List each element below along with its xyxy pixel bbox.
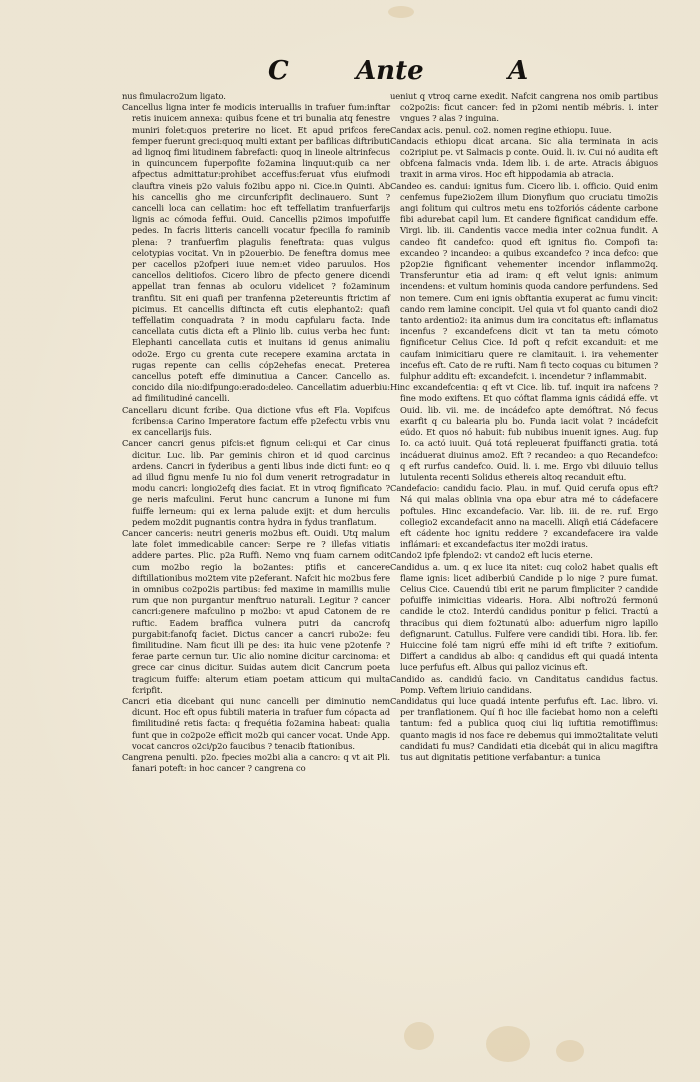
entry-paragraph: Candido as. candidú facio. vn Canditatus candidus factus. Pomp. Veftem liriuio candidans. bbox=[390, 673, 658, 695]
entry-paragraph: Candidus a. um. q ex luce ita nitet: cuq colo2 habet qualis eft flame ignis: licet adiberbiú Candide p lo nige ? pure fumat. Celius Cice. Cauendú tibi erit ne parum fimpliciter ? candide pofuiffe inimicitias videaris. Hora. Albi noftro2ú fermonú candide le cto2. Interdú candidus ponitur p felici. Tractú a thracibus qui diem fo2tunatú albo: aduerfum nigro lapillo defignarunt. Catullus. Fulfere vere candidi tibi. Hora. lib. fer. Huiccine folé tam nigrú effe mihi id eft trifte ? exitiofum. Differt a candidus ab albo: q candidus eft qui quadá intenta luce perfufus eft. Albus qui palloz vicinus eft. bbox=[390, 561, 658, 673]
entry-paragraph: nus fimulacro2um ligato. bbox=[122, 91, 226, 101]
entry-paragraph: Candidatus qui luce quadá intente perfufus eft. Lac. libro. vi. per tranflationem. Quí fi hoc ille faciebat homo non a celefti tantum: fed a publica quoq ciui liq iuftitia remotiffimus: quanto magis id nos face re debemus qui immo2talitate veluti candidati fu mus? Candidati etia dicebát qui in alicu magiftra tus aut dignitatis petitione verfabantur: a tunica bbox=[390, 695, 658, 762]
running-head-letter-right: A bbox=[508, 56, 529, 86]
running-head-title: Ante bbox=[356, 56, 424, 86]
entry-paragraph: Cangrena penulti. p2o. fpecies mo2bi alia a cancro: q vt ait Pli. fanari poteft: in hoc cancer ? cangrena co bbox=[122, 751, 390, 774]
paper-stain bbox=[388, 6, 414, 18]
entry-paragraph: Hinc excandefcentia: q eft vt Cice. lib. tuf. inquit ira nafcens ? fine modo exiftens. Et quo cóftat flamma ignis cádidá effe. vt Ouid. lib. vii. me. de incádefco apte demóftrat. Nó fecus exarfit q cu balearia plu bo. Funda iacit volat ? incádefcit eúdo. Et quos nó habuit: fub nubibus inuenit ignes. Aug. fup Io. ca actó iuuit. Quá totá repleuerat fpuiffancti gratia. totá incáduerat diuinus amo2. Eft ? recandeo: a quo Recandefco: q eft rurfus candefco. Ouid. li. i. me. Ergo vbi diluuio tellus lutulenta recenti Solidus ethereis altoq recanduit eftu. bbox=[390, 382, 658, 482]
running-head-letter-left: C bbox=[268, 56, 289, 86]
running-head bbox=[0, 56, 700, 90]
entry-paragraph: Cando2 ipfe fplendo2: vt cando2 eft lucis eterne. bbox=[390, 550, 593, 561]
right-text-column bbox=[390, 91, 658, 763]
entry-paragraph: Candacis ethiopu dicat arcana. Sic alia terminata in acis co2ripiut pe. vt Salmacis p conte. Ouid. li. iv. Cui nó audita eft obfcena falmacis vnda. Idem lib. i. de arte. Atracis ábiguos traxit in arma viros. Hoc eft hippodamia ab atracia. bbox=[390, 135, 658, 180]
entry-paragraph: Cancellus ligna inter fe modicis interuallis in trafuer fum:inftar retis inuicem annexa: quibus fcene et tri bunalia atq fenestre muniri folet:quos preterire no licet. Et apud prifcos fere femper fuerunt greci:quoq multi extant per bafilicas diftributi ad lignoq fimi litudinem fabrefacti: quoq in lineole altrinfecus in quincuncem fuperpofite fo2amina linquut:quib ca ner afpectus admittatur:prohibet acceffus:feruat vfus eiufmodi clauftra vineis p2o valuis fo2ibu appo ni. Cice.in Quinti. Ab his cancellis gho me circunfcripfit declinauero. Sunt ? cancelli loca can cellatim: hoc eft teffellatim tranfuerfarijs lignis ac cómoda feffui. Ouid. Cancellis p2imos impofuiffe pedes. In facris litteris cancelli vocatur fpecilla fo raminib plena: ? tranfuerfim plagulis feneftrata: quas vulgus celotypias vocitat. Vn in p2ouerbio. De feneftra domus mee per cacellos p2ofperi iuue nem:et video paruulos. Hos cancellos delitiofos. Cicero libro de pfecto genere dicendi appellat tran fennas ab oculoru videlicet ? fo2aminum tranfitu. Sit eni quafi per tranfenna p2etereuntis ftrictim af picimus. Et cancellis diftincta eft cutis elephanto2: quafi teffellatim conquadrata ? in modu capfularu facta. Inde cancellata cutis dicta eft a Plinio lib. cuius verba hec funt: Elephanti cancellata cutis et inuitans id genus animaliu odo2e. Ergo cu grenta cute recepere examina arctata in rugas repente can cellis cóp2ehefas enecat. Preterea cancellus poteft effe diminutiua a Cancer. Cancello as. concido dila nio:difpungo:erado:deleo. Cancellatim aduerbiu: ad fimilitudiné cancelli. bbox=[122, 102, 390, 404]
paper-stain bbox=[486, 1026, 530, 1062]
entry-paragraph: Candefacio: candidu facio. Plau. in muf. Quid cerufa opus eft? Ná qui malas oblinia vna opa ebur atra mé to cádefacere poftules. Hinc excandefacio. Var. lib. iii. de re. ruf. Ergo collegio2 excandefacit anno na macelli. Aliqñ etiá Cádefacere eft cádente hoc ignitu reddere ? excandefacere ira valde inflámari: et excandefactus iter mo2di iratus. bbox=[390, 483, 658, 550]
entry-paragraph: Cancer cancri genus pifcis:et fignum celi:qui et Car cinus dicitur. Luc. lib. Par geminis chiron et id quod carcinus ardens. Cancri in fyderibus a genti libus inde dicti funt: eo q ad illud fignu menfe Iu nio fol dum venerit retrogradatur in modu cancri: longio2efq dies faciat. Et in vtroq fignificato ? ge neris mafculini. Ferut hunc cancrum a Iunone mi fum fuiffe lerneum: qui ex lerna palude exijt: et dum herculis pedem mo2dit pugnantis contra hydra in fydus tranflatum. bbox=[122, 438, 390, 527]
paper-stain bbox=[556, 1040, 584, 1062]
entry-paragraph: Candeo es. candui: ignitus fum. Cicero lib. i. officio. Quid enim cenfemus fupe2io2em illum Dionyfium quo cruciatu timo2is angi folitum qui cultros metu ens to2foriós cádente carbone fibi adurebat capil lum. Et candere fignificat candidum effe. Virgi. lib. iii. Candentis vacce media inter co2nua fundit. A candeo fit candefco: quod eft ignitus fio. Compofi ta: excandeo ? incandeo: a quibus excandefco ? inca defco: que p2op2ie fignificant vehementer incendor inflammo2q. Transferuntur etia ad iram: q eft velut ignis: animum incendens: et vultum hominis quoda candore perfundens. Sed non temere. Cum eni ignis obftantia exuperat ac fumu vincit: cando rem lamine concipit. Uel quia vt fol quanto candi dio2 tanto ardentio2: ita animus dum ira concitatus eft: inflamatus incenfus ? excandefcens dicit vt tan ta metu cómoto fignificetur Celius Cice. Id poft q refcit excanduit: et me caufam inimicitiaru quere re clamitauit. i. ira vehementer incefus eft. Cato de re rufti. Nam fi tecto coquas cu bitumen ? fulphur additu eft: excandefcit. i. incendetur ? inflammabit. bbox=[390, 180, 658, 382]
entry-paragraph: Cancri etia dicebant qui nunc cancelli per diminutio nem dicunt. Hoc eft opus fubtili materia in trafuer fum cópacta ad fimilitudiné retis facta: q frequétia fo2amina habeat: qualia funt que in co2po2e efficit mo2b qui cancer vocat. Unde App. vocat cancros o2ci/p2o faucibus ? tenacib ftationibus. bbox=[122, 695, 390, 751]
left-text-column bbox=[122, 91, 390, 774]
paper-stain bbox=[404, 1022, 434, 1050]
entry-paragraph: Cancer canceris: neutri generis mo2bus eft. Ouidi. Utq malum late folet immedicabile cancer: Serpe re ? illefas vitiatis addere partes. Plic. p2a Ruffi. Nemo vnq fuam carnem odit cum mo2bo regio la bo2antes: ptifis et cancere diftillationibus mo2tem vite p2eferant. Nafcit hic mo2bus fere in omnibus co2po2is partibus: fed maxime in mamillis mulie rum que non purgantur menftruo naturali. Legitur ? cancer cancri:genere mafculino p mo2bo: vt apud Catonem de re ruftic. Eadem braffica vulnera putri da cancrofq purgabit:fanofq faciet. Dictus cancer a cancri rubo2e: feu fimilitudine. Nam ficut illi pe des: ita huic vene p2otenfe ? ferae parte cernun tur. Uic alio nomine dicitur carcinoma: et grece car cinus dicitur. Suidas autem dicit Cancrum poeta tragicum fuiffe: alterum etiam poetam atticum qui multa fcripfit. bbox=[122, 527, 390, 695]
entry-paragraph: ueniut q vtroq carne exedit. Nafcit cangrena nos omib partibus co2po2is: ficut cancer: fed in p2omi nentib mébris. i. inter vngues ? alas ? inguina. bbox=[390, 91, 658, 124]
entry-paragraph: Candax acis. penul. co2. nomen regine ethiopu. Iuue. bbox=[390, 124, 612, 135]
entry-paragraph: Cancellaru dicunt fcribe. Qua dictione vfus eft Fla. Vopifcus fcribens:a Carino Imperatore factum effe p2efectu vrbis vnu ex cancellarijs fuis. bbox=[122, 404, 390, 438]
